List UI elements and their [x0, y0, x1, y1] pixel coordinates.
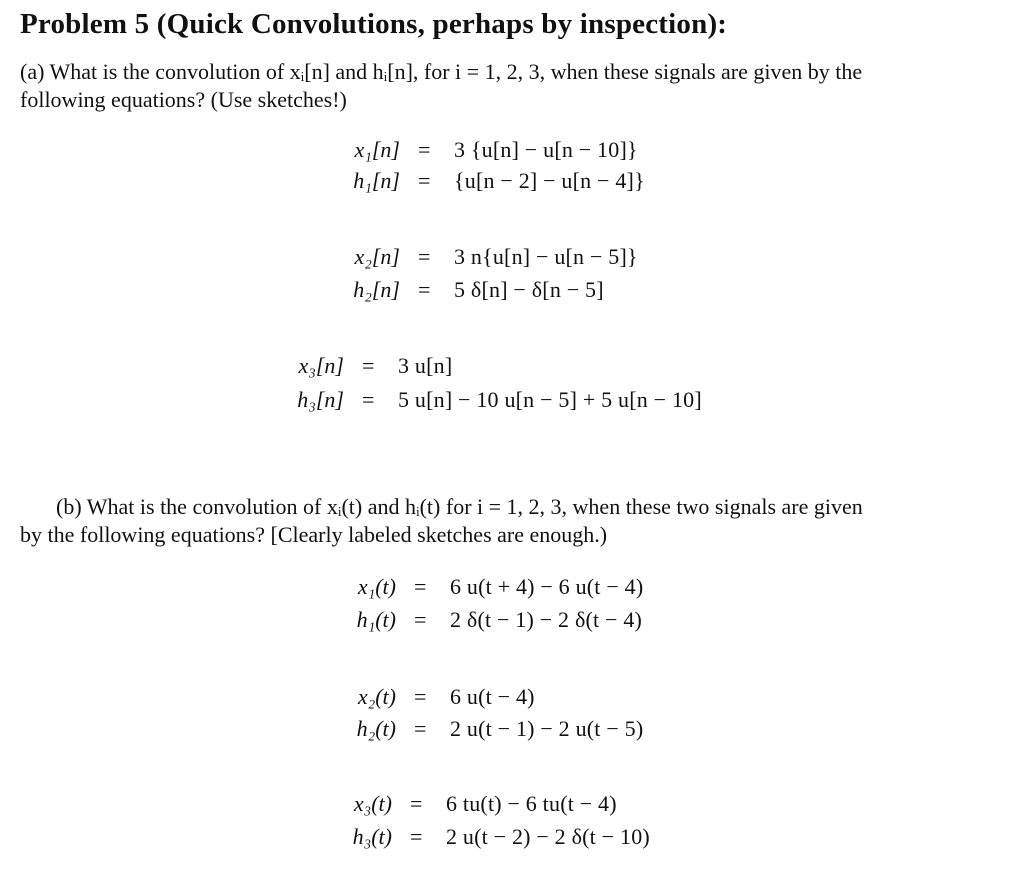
equals-sign: =: [418, 244, 431, 269]
equation-lhs: h₁[n]: [353, 168, 400, 193]
equals-sign: =: [414, 607, 427, 632]
equation-lhs: x₁(t): [357, 574, 396, 599]
equation-lhs: x₃(t): [353, 791, 392, 816]
equation-lhs: h₁(t): [356, 607, 396, 632]
part-a-question: [20, 58, 1000, 114]
equation-rhs: 2 δ(t − 1) − 2 δ(t − 4): [450, 607, 643, 632]
equation-lhs: x₃[n]: [298, 353, 344, 378]
equals-sign: =: [362, 353, 375, 378]
part-b-question: [20, 493, 1000, 549]
equation-lhs: h₂[n]: [353, 277, 400, 302]
equals-sign: =: [414, 574, 427, 599]
equation-rhs: 2 u(t − 1) − 2 u(t − 5): [450, 716, 644, 741]
equals-sign: =: [410, 824, 423, 849]
equation-lhs: x₁[n]: [354, 137, 400, 162]
equals-sign: =: [418, 168, 431, 193]
equals-sign: =: [410, 791, 423, 816]
part-b-line-1: (b) What is the convolution of xᵢ(t) and hᵢ(t) for i = 1, 2, 3, when these two signals are given: [56, 494, 863, 519]
equation-lhs: h₃(t): [352, 824, 392, 849]
equation-lhs: h₃[n]: [297, 387, 344, 412]
equation-rhs: 2 u(t − 2) − 2 δ(t − 10): [446, 824, 650, 849]
equation-rhs: 3 u[n]: [398, 353, 453, 378]
equation-rhs: {u[n − 2] − u[n − 4]}: [454, 168, 645, 193]
equation-rhs: 6 u(t + 4) − 6 u(t − 4): [450, 574, 644, 599]
part-b-line-2: by the following equations? [Clearly labeled sketches are enough.): [20, 522, 608, 547]
part-a-line-2: following equations? (Use sketches!): [20, 87, 347, 112]
part-a-line-1: (a) What is the convolution of xᵢ[n] and hᵢ[n], for i = 1, 2, 3, when these signals are given by the: [20, 59, 863, 84]
equation-rhs: 3 {u[n] − u[n − 10]}: [454, 137, 638, 162]
equation-rhs: 5 δ[n] − δ[n − 5]: [454, 277, 604, 302]
equals-sign: =: [418, 277, 431, 302]
equation-rhs: 6 u(t − 4): [450, 684, 535, 709]
equation-rhs: 6 tu(t) − 6 tu(t − 4): [446, 791, 617, 816]
equals-sign: =: [418, 137, 431, 162]
equation-rhs: 3 n{u[n] − u[n − 5]}: [454, 244, 638, 269]
equals-sign: =: [414, 684, 427, 709]
equation-lhs: h₂(t): [356, 716, 396, 741]
equation-lhs: x₂[n]: [354, 244, 400, 269]
equation-lhs: x₂(t): [357, 684, 396, 709]
problem-title: Problem 5 (Quick Convolutions, perhaps by inspection):: [20, 8, 728, 40]
equation-rhs: 5 u[n] − 10 u[n − 5] + 5 u[n − 10]: [398, 387, 702, 412]
equals-sign: =: [414, 716, 427, 741]
equals-sign: =: [362, 387, 375, 412]
